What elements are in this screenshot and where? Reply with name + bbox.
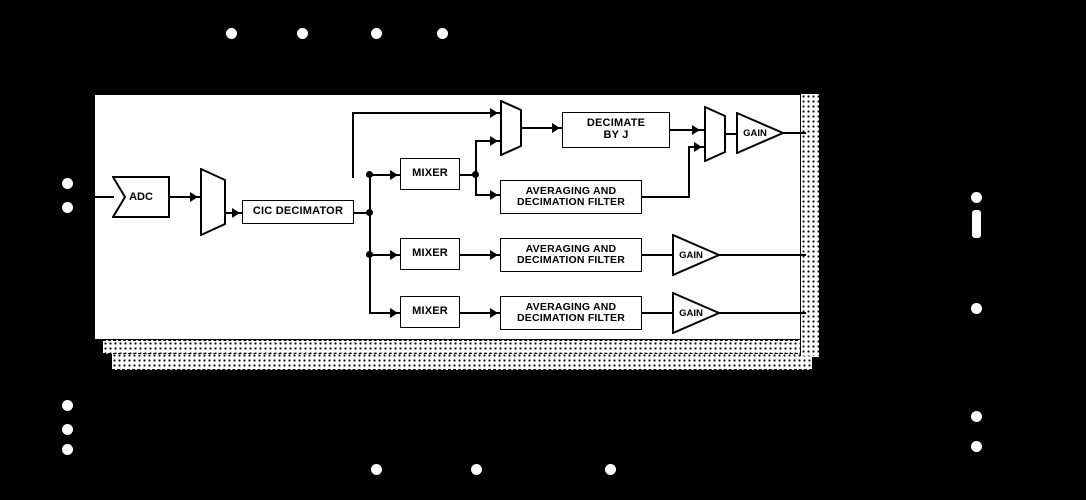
- wire-bypass-riser: [352, 112, 354, 178]
- mixer-3-block: [400, 296, 460, 328]
- arrow-adc-to-mux: [190, 192, 198, 202]
- avg-dec-filter-1-line1: AVERAGING AND: [525, 184, 617, 197]
- wire-avg1-riser: [688, 146, 690, 196]
- gain-3-label: GAIN: [679, 307, 703, 319]
- mixer-2-block: [400, 238, 460, 270]
- pin-top-4: [437, 28, 448, 39]
- decimate-by-j-block: [562, 112, 670, 148]
- averaging-decimation-filter-1-block: [500, 180, 642, 214]
- avg-dec-filter-3-line1: AVERAGING AND: [525, 300, 617, 313]
- pin-bottom-left-2: [62, 424, 73, 435]
- input-mux: [200, 168, 226, 236]
- mixer-3-label: MIXER: [412, 305, 448, 318]
- arrow-mixer1-to-mux2: [490, 136, 498, 146]
- mixer-2-label: MIXER: [412, 247, 448, 260]
- avg-dec-filter-1-line2: DECIMATION FILTER: [516, 196, 625, 208]
- gain-1-label: GAIN: [743, 127, 767, 139]
- gain-2-block: [672, 234, 720, 276]
- arrow-mux2-to-decimate: [552, 123, 560, 133]
- decimate-input-mux: [500, 100, 522, 156]
- wire-gain1-out: [782, 132, 806, 134]
- adc-block: [112, 176, 170, 218]
- averaging-decimation-filter-3-block: [500, 296, 642, 330]
- arrow-mux-to-cic: [232, 208, 240, 218]
- arrow-bypass-top: [490, 108, 498, 118]
- pin-left-2: [62, 202, 73, 213]
- wire-gain2-out: [718, 254, 806, 256]
- pin-right-bus: [972, 210, 981, 238]
- arrow-to-mixer1: [390, 170, 398, 180]
- gain-3-block: [672, 292, 720, 334]
- arrow-mixer3-to-avg3: [490, 308, 498, 318]
- panel-bottom-hatch: [112, 352, 812, 370]
- decimate-by-j-line1: DECIMATE: [586, 117, 646, 130]
- pin-right-3: [971, 411, 982, 422]
- adc-label: ADC: [129, 191, 153, 203]
- arrow-mixer2-to-avg2: [490, 250, 498, 260]
- pin-bottom-left-3: [62, 444, 73, 455]
- gain-2-label: GAIN: [679, 249, 703, 261]
- avg-dec-filter-3-line2: DECIMATION FILTER: [516, 312, 625, 324]
- wire-bypass-top: [352, 112, 500, 114]
- pin-bottom-3: [605, 464, 616, 475]
- avg-dec-filter-2-line1: AVERAGING AND: [525, 242, 617, 255]
- decimate-by-j-line2: BY J: [603, 129, 629, 141]
- pin-bottom-2: [471, 464, 482, 475]
- pin-right-4: [971, 441, 982, 452]
- arrow-to-mixer2: [390, 250, 398, 260]
- mixer-1-block: [400, 158, 460, 190]
- pin-right-1: [971, 192, 982, 203]
- pin-right-2: [971, 303, 982, 314]
- wire-avg3-to-gain3: [642, 312, 674, 314]
- cic-decimator-label: CIC DECIMATOR: [252, 205, 344, 218]
- pin-bottom-left-1: [62, 400, 73, 411]
- wire-avg2-to-gain2: [642, 254, 674, 256]
- arrow-decimate-to-mux3: [692, 125, 700, 135]
- cic-decimator-block: [242, 200, 354, 224]
- wire-mixer1-split: [475, 140, 477, 196]
- wire-gain3-out: [718, 312, 806, 314]
- arrow-avg1-to-mux3: [694, 142, 702, 152]
- avg-dec-filter-2-line2: DECIMATION FILTER: [516, 254, 625, 266]
- wire-input-to-adc: [78, 196, 114, 198]
- panel-bottom-hatch-2: [103, 340, 803, 354]
- arrow-mixer1-to-avg1: [490, 190, 498, 200]
- pin-left-1: [62, 178, 73, 189]
- wire-cic-distribution-bus: [369, 174, 371, 314]
- pin-top-1: [226, 28, 237, 39]
- pin-top-3: [371, 28, 382, 39]
- gain-input-mux: [704, 106, 726, 162]
- pin-top-2: [297, 28, 308, 39]
- wire-avg1-out: [642, 196, 690, 198]
- averaging-decimation-filter-2-block: [500, 238, 642, 272]
- pin-bottom-1: [371, 464, 382, 475]
- arrow-to-mixer3: [390, 308, 398, 318]
- mixer-1-label: MIXER: [412, 167, 448, 180]
- gain-1-block: [736, 112, 784, 154]
